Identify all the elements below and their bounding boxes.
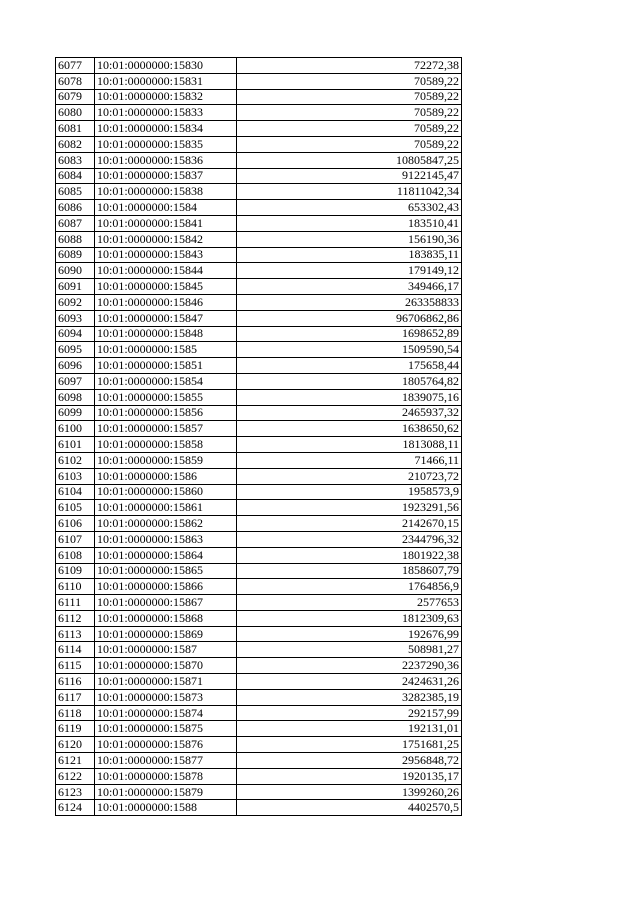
table-body [56,58,462,816]
table-row [56,263,462,279]
row-number-cell: 6089 [56,247,95,263]
row-number-cell: 6115 [56,658,95,674]
row-number-cell: 6091 [56,279,95,295]
row-number-cell: 6095 [56,342,95,358]
table-row [56,468,462,484]
cadastral-number-cell: 10:01:0000000:1587 [95,642,237,658]
row-number-cell: 6101 [56,437,95,453]
table-row [56,168,462,184]
cadastral-number-cell: 10:01:0000000:15856 [95,405,237,421]
cadastral-number-cell: 10:01:0000000:15865 [95,563,237,579]
row-number-cell: 6103 [56,468,95,484]
row-number-cell: 6077 [56,58,95,74]
amount-cell: 71466,11 [237,452,462,468]
amount-cell: 72272,38 [237,58,462,74]
amount-cell: 2237290,36 [237,658,462,674]
cadastral-number-cell: 10:01:0000000:15877 [95,753,237,769]
table-row [56,579,462,595]
cadastral-number-cell: 10:01:0000000:15861 [95,500,237,516]
amount-cell: 2465937,32 [237,405,462,421]
table-row [56,373,462,389]
cadastral-number-cell: 10:01:0000000:15851 [95,358,237,374]
table-row [56,674,462,690]
row-number-cell: 6104 [56,484,95,500]
cadastral-number-cell: 10:01:0000000:15844 [95,263,237,279]
row-number-cell: 6088 [56,231,95,247]
row-number-cell: 6086 [56,200,95,216]
cadastral-number-cell: 10:01:0000000:15843 [95,247,237,263]
data-table [55,57,462,816]
cadastral-number-cell: 10:01:0000000:15873 [95,689,237,705]
cadastral-number-cell: 10:01:0000000:15854 [95,373,237,389]
table-row [56,531,462,547]
amount-cell: 2142670,15 [237,516,462,532]
amount-cell: 508981,27 [237,642,462,658]
table-row [56,215,462,231]
table-row [56,73,462,89]
amount-cell: 192131,01 [237,721,462,737]
amount-cell: 175658,44 [237,358,462,374]
cadastral-number-cell: 10:01:0000000:15869 [95,626,237,642]
amount-cell: 156190,36 [237,231,462,247]
amount-cell: 1509590,54 [237,342,462,358]
cadastral-number-cell: 10:01:0000000:15845 [95,279,237,295]
amount-cell: 96706862,86 [237,310,462,326]
amount-cell: 653302,43 [237,200,462,216]
table-row [56,184,462,200]
row-number-cell: 6123 [56,784,95,800]
cadastral-number-cell: 10:01:0000000:15841 [95,215,237,231]
cadastral-number-cell: 10:01:0000000:15848 [95,326,237,342]
row-number-cell: 6092 [56,294,95,310]
table-row [56,595,462,611]
amount-cell: 70589,22 [237,105,462,121]
amount-cell: 192676,99 [237,626,462,642]
table-row [56,279,462,295]
cadastral-number-cell: 10:01:0000000:15867 [95,595,237,611]
amount-cell: 1920135,17 [237,768,462,784]
row-number-cell: 6100 [56,421,95,437]
amount-cell: 1923291,56 [237,500,462,516]
amount-cell: 1801922,38 [237,547,462,563]
row-number-cell: 6087 [56,215,95,231]
row-number-cell: 6081 [56,121,95,137]
table-row [56,452,462,468]
table-row [56,231,462,247]
table-row [56,310,462,326]
table-row [56,89,462,105]
cadastral-number-cell: 10:01:0000000:15832 [95,89,237,105]
row-number-cell: 6113 [56,626,95,642]
cadastral-number-cell: 10:01:0000000:15855 [95,389,237,405]
cadastral-number-cell: 10:01:0000000:15834 [95,121,237,137]
amount-cell: 2344796,32 [237,531,462,547]
table-row [56,58,462,74]
amount-cell: 183835,11 [237,247,462,263]
cadastral-number-cell: 10:01:0000000:1588 [95,800,237,816]
cadastral-number-cell: 10:01:0000000:15875 [95,721,237,737]
table-row [56,642,462,658]
cadastral-number-cell: 10:01:0000000:15863 [95,531,237,547]
table-row [56,768,462,784]
row-number-cell: 6122 [56,768,95,784]
cadastral-number-cell: 10:01:0000000:15837 [95,168,237,184]
row-number-cell: 6116 [56,674,95,690]
table-row [56,658,462,674]
cadastral-number-cell: 10:01:0000000:15879 [95,784,237,800]
cadastral-number-cell: 10:01:0000000:15868 [95,610,237,626]
amount-cell: 1638650,62 [237,421,462,437]
table-row [56,737,462,753]
row-number-cell: 6119 [56,721,95,737]
cadastral-number-cell: 10:01:0000000:15831 [95,73,237,89]
amount-cell: 2956848,72 [237,753,462,769]
table-row [56,389,462,405]
amount-cell: 1751681,25 [237,737,462,753]
table-row [56,705,462,721]
row-number-cell: 6079 [56,89,95,105]
row-number-cell: 6112 [56,610,95,626]
cadastral-number-cell: 10:01:0000000:15866 [95,579,237,595]
table-row [56,326,462,342]
row-number-cell: 6105 [56,500,95,516]
cadastral-number-cell: 10:01:0000000:15836 [95,152,237,168]
table-row [56,500,462,516]
amount-cell: 4402570,5 [237,800,462,816]
amount-cell: 70589,22 [237,136,462,152]
table-row [56,247,462,263]
row-number-cell: 6084 [56,168,95,184]
cadastral-number-cell: 10:01:0000000:1586 [95,468,237,484]
row-number-cell: 6118 [56,705,95,721]
amount-cell: 179149,12 [237,263,462,279]
table-row [56,484,462,500]
table-row [56,105,462,121]
row-number-cell: 6114 [56,642,95,658]
table-row [56,136,462,152]
table-row [56,800,462,816]
table-row [56,437,462,453]
table-row [56,405,462,421]
table-row [56,200,462,216]
amount-cell: 2577653 [237,595,462,611]
row-number-cell: 6102 [56,452,95,468]
cadastral-number-cell: 10:01:0000000:15859 [95,452,237,468]
table-row [56,721,462,737]
row-number-cell: 6099 [56,405,95,421]
table-row [56,516,462,532]
cadastral-number-cell: 10:01:0000000:15871 [95,674,237,690]
cadastral-number-cell: 10:01:0000000:15876 [95,737,237,753]
cadastral-number-cell: 10:01:0000000:15862 [95,516,237,532]
row-number-cell: 6093 [56,310,95,326]
row-number-cell: 6097 [56,373,95,389]
amount-cell: 1858607,79 [237,563,462,579]
row-number-cell: 6090 [56,263,95,279]
cadastral-number-cell: 10:01:0000000:1585 [95,342,237,358]
row-number-cell: 6083 [56,152,95,168]
amount-cell: 183510,41 [237,215,462,231]
amount-cell: 1839075,16 [237,389,462,405]
row-number-cell: 6121 [56,753,95,769]
row-number-cell: 6082 [56,136,95,152]
table-row [56,121,462,137]
row-number-cell: 6109 [56,563,95,579]
amount-cell: 1813088,11 [237,437,462,453]
cadastral-number-cell: 10:01:0000000:15858 [95,437,237,453]
cadastral-number-cell: 10:01:0000000:15874 [95,705,237,721]
amount-cell: 349466,17 [237,279,462,295]
cadastral-number-cell: 10:01:0000000:15830 [95,58,237,74]
amount-cell: 10805847,25 [237,152,462,168]
row-number-cell: 6110 [56,579,95,595]
cadastral-number-cell: 10:01:0000000:15842 [95,231,237,247]
amount-cell: 3282385,19 [237,689,462,705]
cadastral-number-cell: 10:01:0000000:15846 [95,294,237,310]
amount-cell: 9122145,47 [237,168,462,184]
row-number-cell: 6098 [56,389,95,405]
amount-cell: 292157,99 [237,705,462,721]
cadastral-number-cell: 10:01:0000000:15847 [95,310,237,326]
table-row [56,753,462,769]
row-number-cell: 6106 [56,516,95,532]
row-number-cell: 6078 [56,73,95,89]
amount-cell: 70589,22 [237,73,462,89]
table-row [56,342,462,358]
amount-cell: 2424631,26 [237,674,462,690]
row-number-cell: 6080 [56,105,95,121]
row-number-cell: 6085 [56,184,95,200]
cadastral-number-cell: 10:01:0000000:15860 [95,484,237,500]
amount-cell: 11811042,34 [237,184,462,200]
row-number-cell: 6124 [56,800,95,816]
cadastral-number-cell: 10:01:0000000:15838 [95,184,237,200]
cadastral-number-cell: 10:01:0000000:15835 [95,136,237,152]
amount-cell: 210723,72 [237,468,462,484]
cadastral-number-cell: 10:01:0000000:15864 [95,547,237,563]
amount-cell: 1958573,9 [237,484,462,500]
row-number-cell: 6108 [56,547,95,563]
cadastral-number-cell: 10:01:0000000:15878 [95,768,237,784]
cadastral-number-cell: 10:01:0000000:1584 [95,200,237,216]
cadastral-number-cell: 10:01:0000000:15870 [95,658,237,674]
amount-cell: 263358833 [237,294,462,310]
amount-cell: 70589,22 [237,121,462,137]
amount-cell: 70589,22 [237,89,462,105]
table-row [56,626,462,642]
table-row [56,547,462,563]
table-row [56,421,462,437]
amount-cell: 1764856,9 [237,579,462,595]
amount-cell: 1805764,82 [237,373,462,389]
table-row [56,784,462,800]
table-row [56,563,462,579]
row-number-cell: 6096 [56,358,95,374]
table-row [56,610,462,626]
cadastral-number-cell: 10:01:0000000:15857 [95,421,237,437]
table-row [56,294,462,310]
table-row [56,689,462,705]
row-number-cell: 6107 [56,531,95,547]
amount-cell: 1399260,26 [237,784,462,800]
row-number-cell: 6111 [56,595,95,611]
row-number-cell: 6117 [56,689,95,705]
row-number-cell: 6094 [56,326,95,342]
amount-cell: 1812309,63 [237,610,462,626]
table-row [56,152,462,168]
table-row [56,358,462,374]
amount-cell: 1698652,89 [237,326,462,342]
cadastral-number-cell: 10:01:0000000:15833 [95,105,237,121]
row-number-cell: 6120 [56,737,95,753]
